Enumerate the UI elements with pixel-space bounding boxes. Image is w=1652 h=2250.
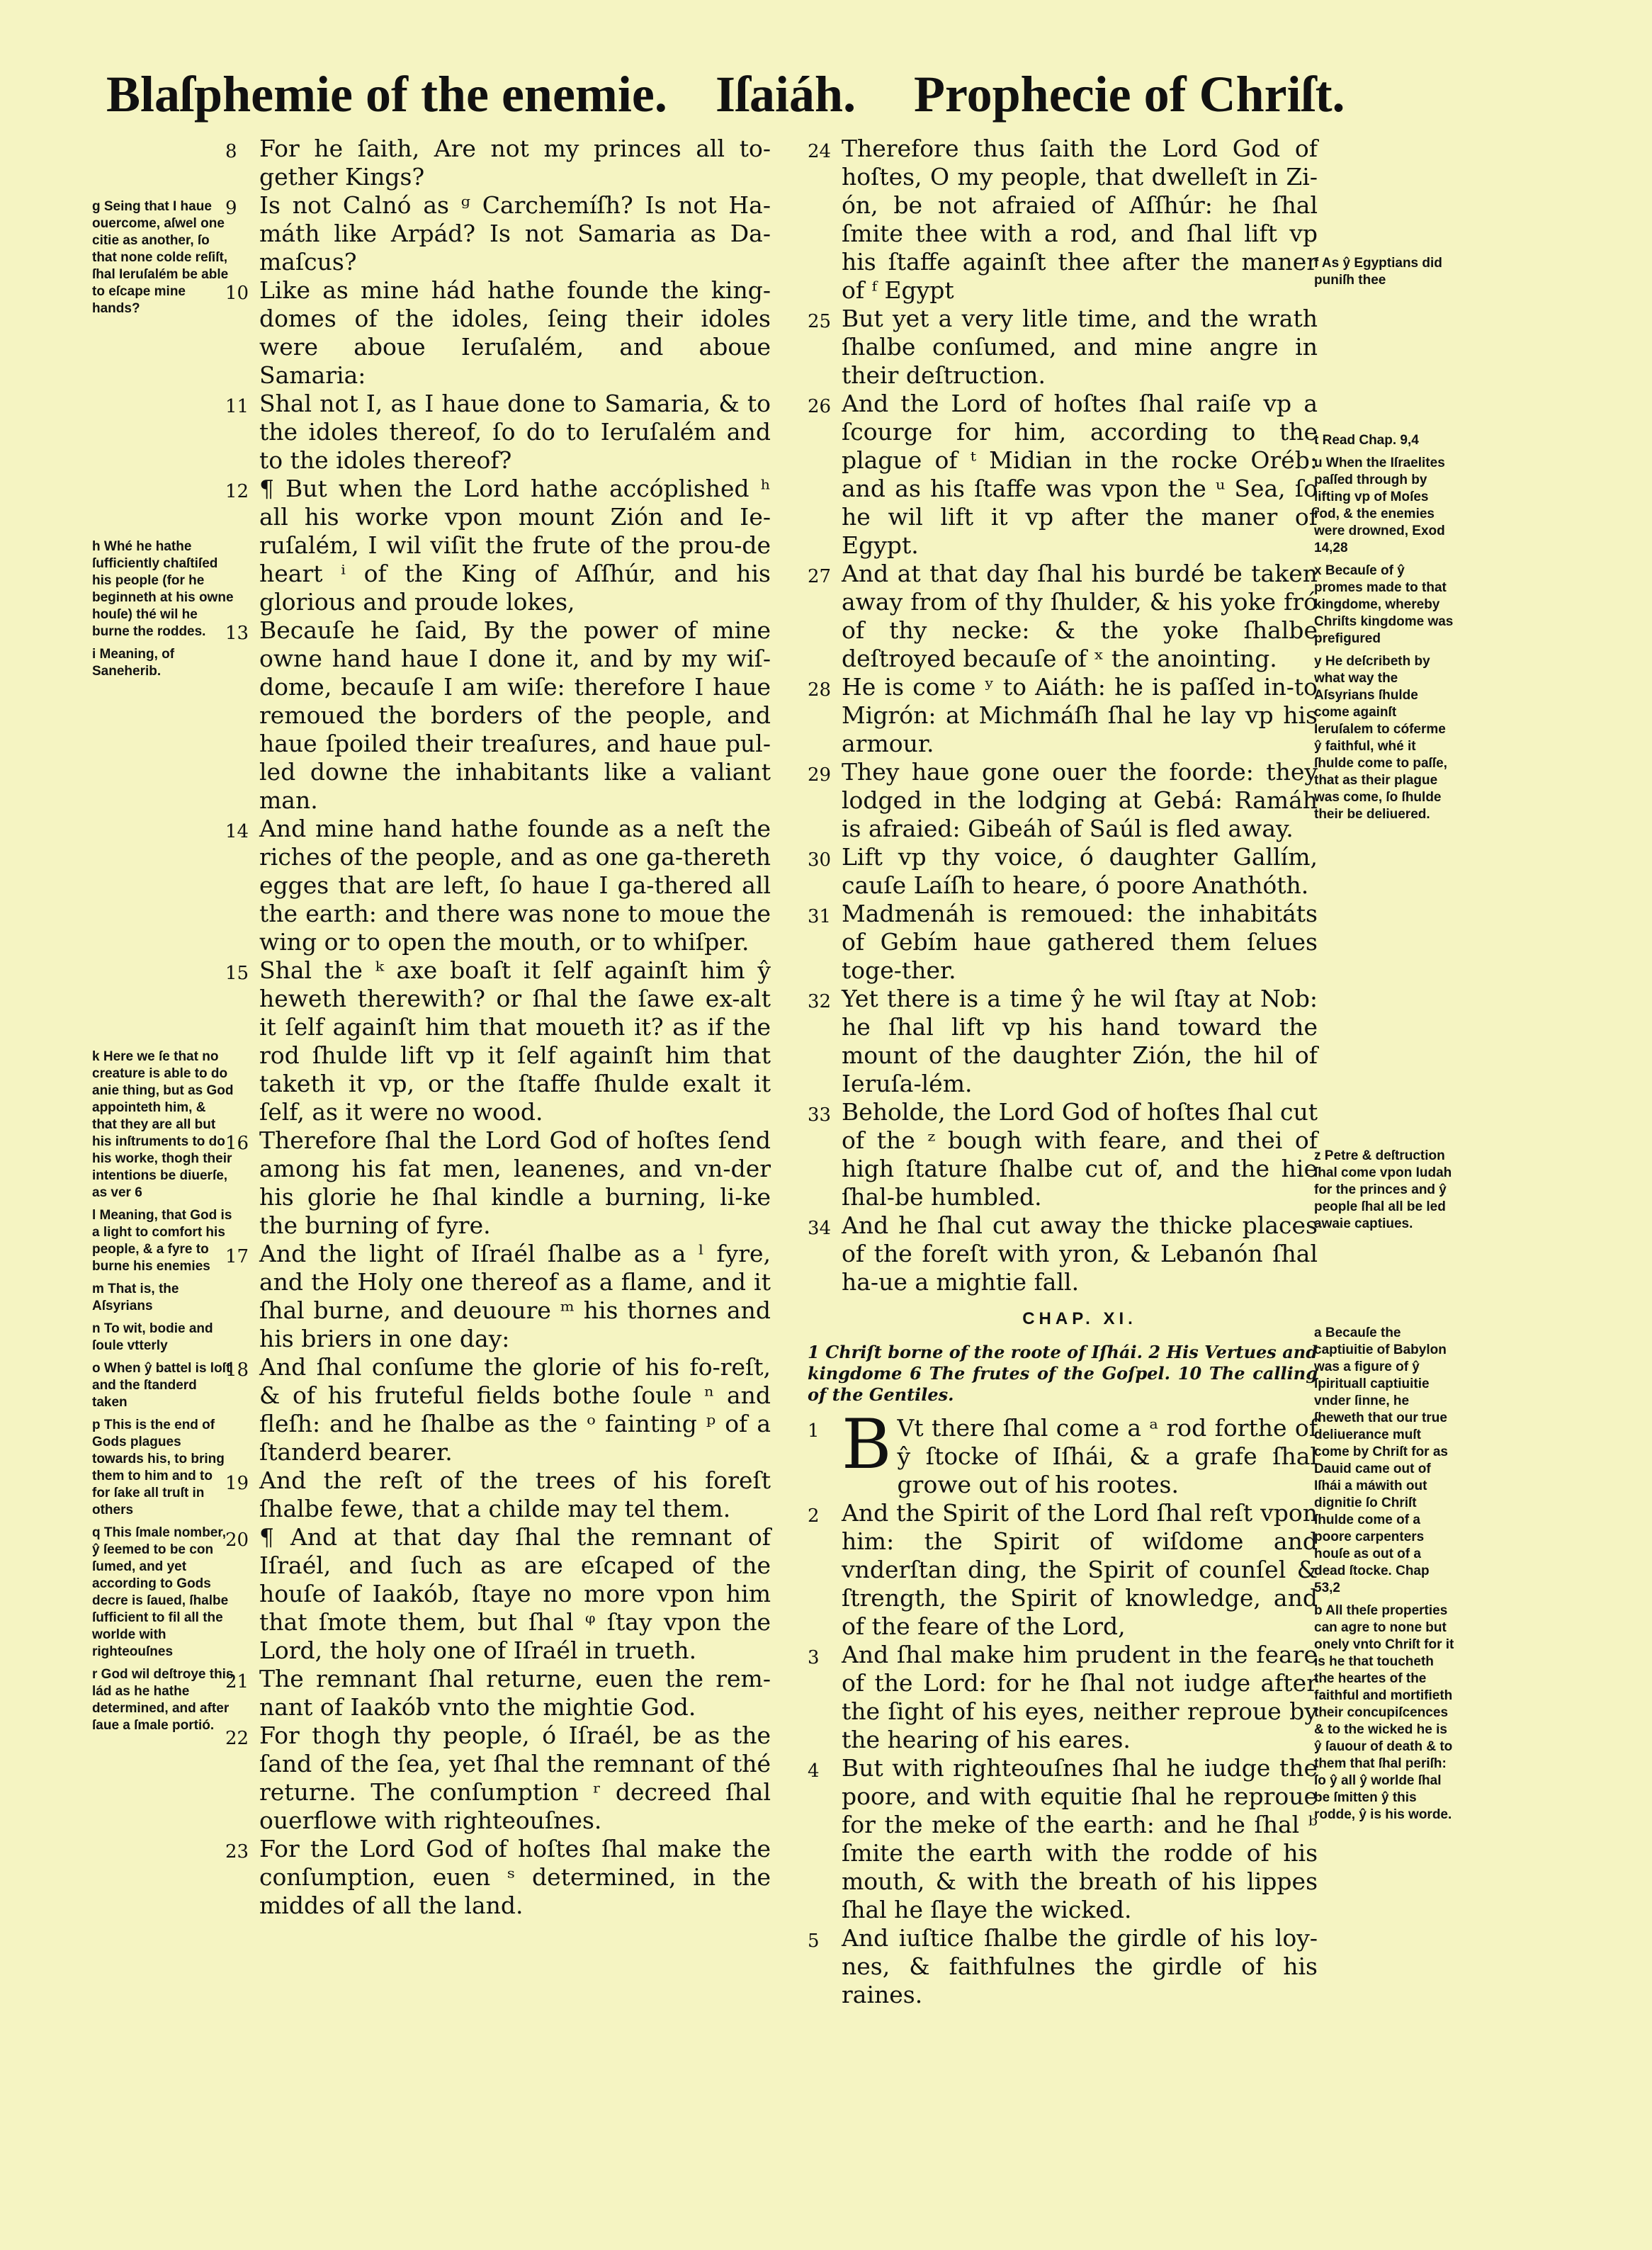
verse-number: 19: [225, 1473, 249, 1494]
verse-text: Madmenáh is remoued: the inhabitáts of Gebím haue gathered them ſelues toge-ther.: [842, 900, 1318, 984]
verse-number: 18: [225, 1359, 249, 1381]
verse-text: And he ſhal cut away the thicke places of the foreſt with yron, & Lebanón ſhal ha-ue a mightie fall.: [842, 1211, 1318, 1296]
verse: [225, 815, 771, 956]
verse-text: And ſhal conſume the glorie of his fo-reſt, & of his fruteful fields bothe ſoule ⁿ and fleſh: and he ſhalbe as the ᵒ fainting ᵖ of a ſtanderd bearer.: [259, 1353, 771, 1466]
right-verses: [808, 135, 1318, 1296]
verse: [225, 956, 771, 1126]
verse-text: Shal the ᵏ axe boaſt it ſelf againſt him ŷ heweth therewith? or ſhal the ſawe ex-alt it ſelf againſt him that moueth it? as if the rod ſhulde lift vp it ſelf againſt him that taketh it vp, or the ſtaffe ſhulde exalt it ſelf, as it were no wood.: [259, 956, 771, 1126]
verse-number: 4: [808, 1760, 820, 1782]
verse: [225, 1665, 771, 1722]
margin-note: m That is, the Aſsyrians: [92, 1282, 179, 1313]
verse-number: 29: [808, 764, 832, 786]
verse: [225, 1240, 771, 1353]
verse-text: ¶ But when the Lord hathe accóplished ʰ all his worke vpon mount Zión and Ie-ruſalém, I wil viſit the frute of the prou-de heart ⁱ of the King of Aſſhúr, and his glorious and proude lokes,: [259, 475, 771, 616]
verse-text: Lift vp thy voice, ó daughter Gallím, cauſe Laíſh to heare, ó poore Anathóth.: [842, 843, 1318, 899]
margin-notes-left: [92, 538, 234, 686]
chapter-heading: CHAP. XI.: [1022, 1309, 1137, 1328]
verse-text: Beholde, the Lord God of hoſtes ſhal cut of the ᶻ bough with feare, and thei of high ſtature ſhalbe cut of, and the hie ſhal-be humbled.: [842, 1098, 1318, 1211]
margin-note: h Whé he hathe ſufficiently chaſtiſed his people (for he beginneth at his owne houſe) thé wil he burne the roddes.: [92, 539, 234, 639]
margin-note: k Here we ſe that no creature is able to do anie thing, but as God appointeth him, & that they are all but his inſtruments to do his worke, thogh their intentions be diuerſe, as ver 6: [92, 1049, 234, 1200]
verse-number: 26: [808, 396, 832, 417]
margin-note: n To wit, bodie and ſoule vtterly: [92, 1321, 213, 1353]
verse-number: 13: [225, 623, 249, 644]
verse-number: 16: [225, 1133, 249, 1154]
chapter-summary: 1 Chriſt borne of the roote of Iſhái. 2 His Vertues and kingdome 6 The frutes of the Goſpel. 10 The calling of the Gentiles.: [808, 1342, 1318, 1405]
verse-text: And the reſt of the trees of his foreſt ſhalbe fewe, that a childe may tel them.: [259, 1466, 771, 1522]
verse-number: 14: [225, 821, 249, 842]
margin-note: l Meaning, that God is a light to comfort his people, & a fyre to burne his enemies: [92, 1208, 232, 1274]
verse-number: 20: [225, 1530, 249, 1551]
verse: [808, 985, 1318, 1098]
verse-number: 1: [808, 1420, 820, 1442]
left-column: [225, 135, 771, 1920]
verse-number: 25: [808, 311, 832, 332]
margin-note: p This is the end of Gods plagues towards his, to bring them to him and to for ſake all truſt in others: [92, 1418, 225, 1517]
margin-notes-left: [92, 1048, 234, 1740]
verse-text: But yet a very litle time, and the wrath ſhalbe conſumed, and mine angre in their deſtruction.: [842, 305, 1318, 389]
verse-text: [842, 1405, 1318, 1499]
verse: [808, 560, 1318, 673]
verse-number: 11: [225, 396, 249, 417]
verse: [808, 673, 1318, 758]
verse-number: 32: [808, 991, 832, 1012]
right-column: [808, 135, 1318, 2009]
verse-text: And the Lord of hoſtes ſhal raiſe vp a ſcourge for him, according to the plague of ᵗ Midian in the rocke Oréb: and as his ſtaffe was vpon the ᵘ Sea, ſo he wil lift it vp after the maner of Egypt.: [842, 390, 1318, 559]
verse: [225, 390, 771, 475]
verse: [808, 1405, 1318, 1499]
verse: [225, 135, 771, 191]
margin-notes-right: [1314, 432, 1456, 829]
verse-number: 17: [225, 1246, 249, 1267]
verse-number: 21: [225, 1671, 249, 1692]
verse-number: 22: [225, 1728, 249, 1749]
verse-text: Shal not I, as I haue done to Samaria, & to the idoles thereof, ſo do to Ieruſalém and to the idoles thereof?: [259, 390, 771, 474]
verse: [225, 475, 771, 616]
verse: [808, 1754, 1318, 1924]
verse-number: 8: [225, 141, 237, 162]
running-head-right: Prophecie of Chriſt.: [914, 66, 1345, 123]
verse-text: But with righteouſnes ſhal he iudge the poore, and with equitie ſhal he reproue for the meke of the earth: and he ſhal ᵇ ſmite the earth with the rodde of his mouth, & with the breath of his lippes ſhal he ſlaye the wicked.: [842, 1754, 1318, 1923]
margin-note: g Seing that I haue ouercome, aſwel one citie as another, ſo that none colde reſiſt, ſhal Ieruſalém be able to eſcape mine hands?: [92, 199, 229, 316]
verse-number: 3: [808, 1647, 820, 1668]
verse-number: 31: [808, 906, 832, 927]
verse-text: The remnant ſhal returne, euen the rem-nant of Iaakób vnto the mightie God.: [259, 1665, 771, 1721]
verse-number: 10: [225, 283, 249, 304]
verse-text: And at that day ſhal his burdé be taken away from of thy ſhulder, & his yoke fró of thy necke: & the yoke ſhalbe deſtroyed becauſe of ˣ the anointing.: [842, 560, 1318, 672]
verse-number: 12: [225, 481, 249, 502]
verse-number: 9: [225, 198, 237, 219]
verse: [225, 1126, 771, 1240]
verse: [808, 843, 1318, 900]
verse: [225, 1835, 771, 1920]
verse: [808, 390, 1318, 560]
chapter-verses: [808, 1499, 1318, 2009]
verse: [225, 616, 771, 815]
verse: [808, 1098, 1318, 1211]
verse: [808, 305, 1318, 390]
verse-number: 30: [808, 849, 832, 871]
margin-note: u When the Iſraelites paſſed through by lifting vp of Moſes rod, & the enemies were drowned, Exod 14,28: [1314, 456, 1445, 555]
verse-text-body: Vt there ſhal come a ᵃ rod forthe of ŷ ſtocke of Iſhái, & a grafe ſhal growe out of his rootes.: [897, 1414, 1318, 1498]
verse-text: He is come ʸ to Aiáth: he is paſſed in-to Migrón: at Michmáſh ſhal he lay vp his armour.: [842, 673, 1318, 757]
verse-number: 15: [225, 963, 249, 984]
margin-note: r God wil deſtroye this lád as he hathe determined, and after ſaue a ſmale portió.: [92, 1667, 234, 1733]
verse-text: For thogh thy people, ó Iſraél, be as the ſand of the ſea, yet ſhal the remnant of thé returne. The conſumption ʳ decreed ſhal ouerflowe with righteouſnes.: [259, 1722, 771, 1834]
verse-number: 28: [808, 679, 832, 701]
verse-text: And the light of Iſraél ſhalbe as a ˡ fyre, and the Holy one thereof as a flame, and it ſhal burne, and deuoure ᵐ his thornes and his briers in one day:: [259, 1240, 771, 1352]
verse-text: For the Lord God of hoſtes ſhal make the conſumption, euen ˢ determined, in the middes of all the land.: [259, 1835, 771, 1919]
verse-text: Becauſe he ſaid, By the power of mine owne hand haue I done it, and by my wiſ-dome, becauſe I am wiſe: therefore I haue remoued the borders of the people, and haue ſpoiled their treaſures, and haue pul-led downe the inhabitants like a valiant man.: [259, 616, 771, 814]
margin-note: b All theſe properties can agre to none but onely vnto Chriſt for it is he that toucheth the heartes of the faithful and mortifieth their concupiſcences & to the wicked he is ŷ ſauour of death & to them that ſhal periſh: ſo ŷ all ŷ worlde ſhal be ſmitten ŷ this rodde, ŷ is his worde.: [1314, 1603, 1454, 1822]
verse: [808, 758, 1318, 843]
verse-number: 23: [225, 1841, 249, 1862]
drop-cap-initial: B: [842, 1405, 892, 1484]
margin-note: y He deſcribeth by what way the Aſsyrians ſhulde come againſt Ieruſalem to cóferme ŷ faithful, whé it ſhulde come to paſſe, that as their plague was come, ſo ſhulde their be deliuered.: [1314, 654, 1447, 822]
margin-notes-left: [92, 198, 234, 323]
verse-text: For he ſaith, Are not my princes all to-gether Kings?: [259, 135, 771, 191]
margin-notes-right: [1314, 1148, 1456, 1238]
verse-text: Like as mine hád hathe founde the king-domes of the idoles, ſeing their idoles were aboue Ieruſalém, and aboue Samaria:: [259, 276, 771, 389]
margin-notes-right: [1314, 255, 1456, 295]
margin-note: t Read Chap. 9,4: [1314, 433, 1419, 448]
verse-text: And ſhal make him prudent in the feare of the Lord: for he ſhal not iudge after the ſight of his eyes, neither reproue by the hearing of his eares.: [842, 1641, 1318, 1753]
verse: [225, 1722, 771, 1835]
verse: [808, 1924, 1318, 2009]
margin-note: x Becauſe of ŷ promes made to that kingdome, whereby Chriſts kingdome was prefigured: [1314, 563, 1454, 646]
verse-text: And iuſtice ſhalbe the girdle of his loy-nes, & faithfulnes the girdle of his raines.: [842, 1924, 1318, 2008]
verse: [808, 900, 1318, 985]
verse-text: They haue gone ouer the foorde: they lodged in the lodging at Gebá: Ramáh is afraied: Gibeáh of Saúl is fled away.: [842, 758, 1318, 842]
verse-text: Yet there is a time ŷ he wil ſtay at Nob: he ſhal lift vp his hand toward the mount of the daughter Zión, the hil of Ieruſa-lém.: [842, 985, 1318, 1097]
running-head-left: Blaſphemie of the enemie.: [106, 66, 667, 123]
verse-number: 34: [808, 1218, 832, 1239]
margin-note: q This ſmale nomber, ŷ ſeemed to be con ſumed, and yet according to Gods decre is ſaued, ſhalbe ſufficient to fil all the worlde with righteouſnes: [92, 1525, 229, 1659]
margin-note: f As ŷ Egyptians did puniſh thee: [1314, 256, 1442, 288]
verse-text: Therefore thus ſaith the Lord God of hoſtes, O my people, that dwelleſt in Zi-ón, be not afraied of Aſſhúr: he ſhal ſmite thee with a rod, and ſhal lift vp his ſtaffe againſt thee after the maner of ᶠ Egypt: [842, 135, 1318, 304]
verse: [808, 1499, 1318, 1641]
verse-number: 5: [808, 1930, 820, 1952]
verse: [808, 1211, 1318, 1296]
verse: [225, 1523, 771, 1665]
verse-text: And mine hand hathe founde as a neſt the riches of the people, and as one ga-thereth egges that are left, ſo haue I ga-thered all the earth: and there was none to moue the wing or to open the mouth, or to whiſper.: [259, 815, 771, 956]
margin-note: i Meaning, of Saneherib.: [92, 647, 175, 679]
verse-text: ¶ And at that day ſhal the remnant of Iſraél, and ſuch as are eſcaped of the houſe of Iaakób, ſtaye no more vpon him that ſmote them, but ſhal ᵠ ſtay vpon the Lord, the holy one of Iſraél in trueth.: [259, 1523, 771, 1664]
verse: [225, 1466, 771, 1523]
verse: [225, 276, 771, 390]
verse-text: Therefore ſhal the Lord God of hoſtes ſend among his fat men, leanenes, and vn-der his glorie he ſhal kindle a burning, li-ke the burning of fyre.: [259, 1126, 771, 1239]
verse-text: And the Spirit of the Lord ſhal reſt vpon him: the Spirit of wiſdome and vnderſtan ding, the Spirit of counſel & ſtrength, the Spirit of knowledge, and of the feare of the Lord,: [842, 1499, 1318, 1640]
verse: [225, 191, 771, 276]
running-head-book: Iſaiáh.: [715, 66, 856, 123]
margin-note: z Petre & deſtruction ſhal come vpon Iudah for the princes and ŷ people ſhal all be led awaie captiues.: [1314, 1148, 1452, 1231]
verse: [808, 135, 1318, 305]
margin-note: o When ŷ battel is loſt and the ſtanderd taken: [92, 1361, 231, 1410]
verse: [808, 1641, 1318, 1754]
verse-text: Is not Calnó as ᵍ Carchemíſh? Is not Ha-máth like Arpád? Is not Samaria as Da-maſcus?: [259, 191, 771, 276]
verse-number: 24: [808, 141, 832, 162]
verse-number: 2: [808, 1505, 820, 1527]
verse-number: 27: [808, 566, 832, 587]
verse-number: 33: [808, 1104, 832, 1126]
verse: [225, 1353, 771, 1466]
margin-note: a Becauſe the captiuitie of Babylon was a figure of ŷ ſpirituall captiuitie vnder ſinne, he ſheweth that our true deliuerance muſt come by Chriſt for as Dauid came out of Iſhái a máwith out dignitie ſo Chriſt ſhulde come of a poore carpenters houſe as out of a dead ſtocke. Chap 53,2: [1314, 1325, 1448, 1595]
margin-notes-right: [1314, 1325, 1456, 1829]
